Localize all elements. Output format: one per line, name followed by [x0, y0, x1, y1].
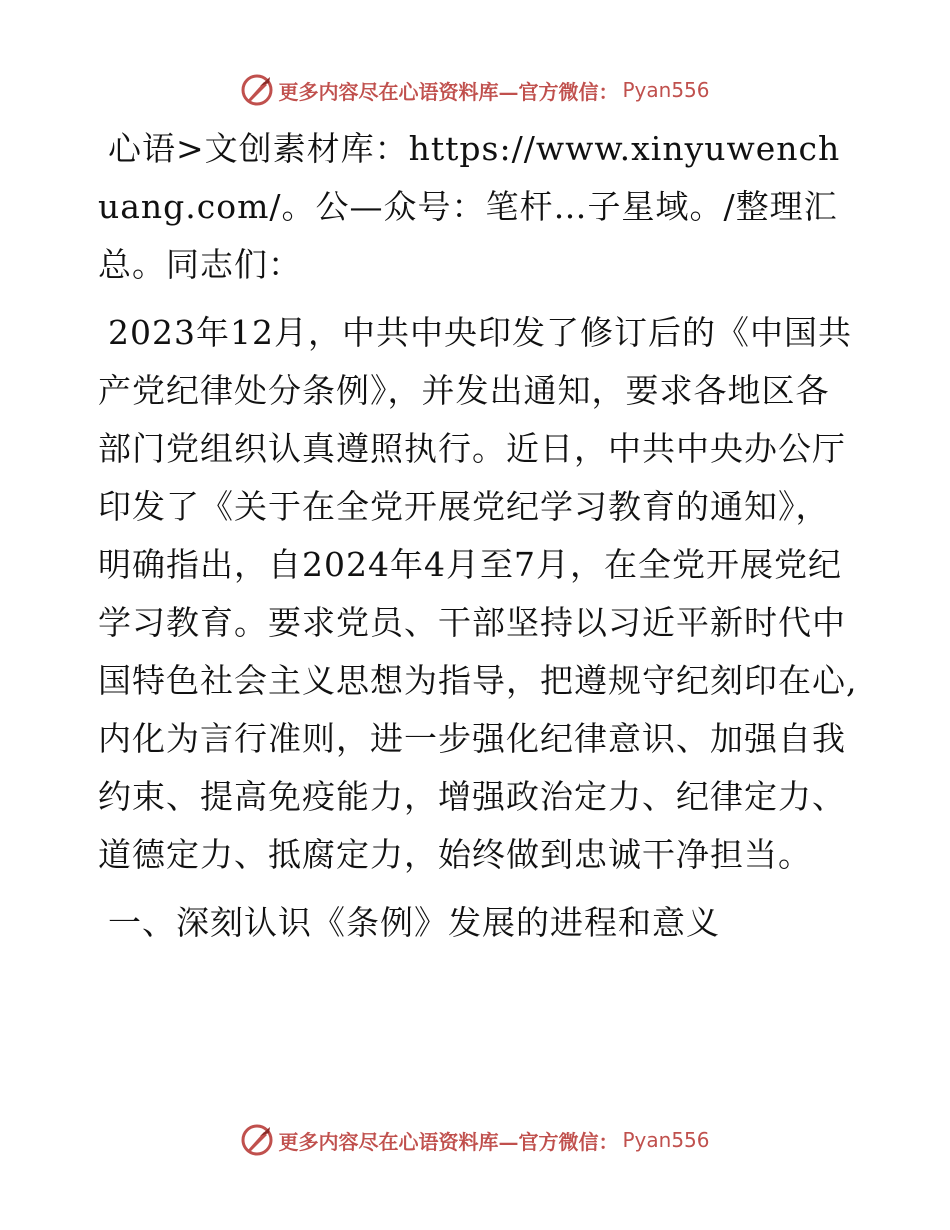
body-paragraph: 2023年12月，中共中央印发了修订后的《中国共产党纪律处分条例》，并发出通知，要求各地区各部门党组织认真遵照执行。近日，中共中央办公厅印发了《关于在全党开展党纪学习教育的通知》，明确指出，自2024年4月至7月，在全党开展党纪学习教育。要求党员、干部坚持以习近平新时代中国特色社会主义思想为指导，把遵规守纪刻印在心,内化为言行准则，进一步强化纪律意识、加强自我约束、提高免疫能力，增强政治定力、纪律定力、道德定力、抵腐定力，始终做到忠诚干净担当。 [98, 313, 858, 874]
intro-paragraph: 心语>文创素材库：https://www.xinyuwenchuang.com/。公—众号：笔杆…子星域。/整理汇总。同志们： [98, 129, 841, 284]
feather-pen-logo-icon [240, 1123, 274, 1157]
banner-text: 更多内容尽在心语资料库—官方微信： [278, 79, 619, 104]
document-body [98, 120, 858, 952]
feather-pen-logo-icon [240, 73, 274, 107]
banner-wechat-id: Pyan556 [622, 78, 710, 102]
footer-banner [0, 1120, 950, 1160]
section-heading: 一、深刻认识《条例》发展的进程和意义 [108, 903, 720, 942]
banner-wechat-id: Pyan556 [622, 1128, 710, 1152]
header-banner [0, 70, 950, 110]
banner-text: 更多内容尽在心语资料库—官方微信： [278, 1129, 619, 1154]
